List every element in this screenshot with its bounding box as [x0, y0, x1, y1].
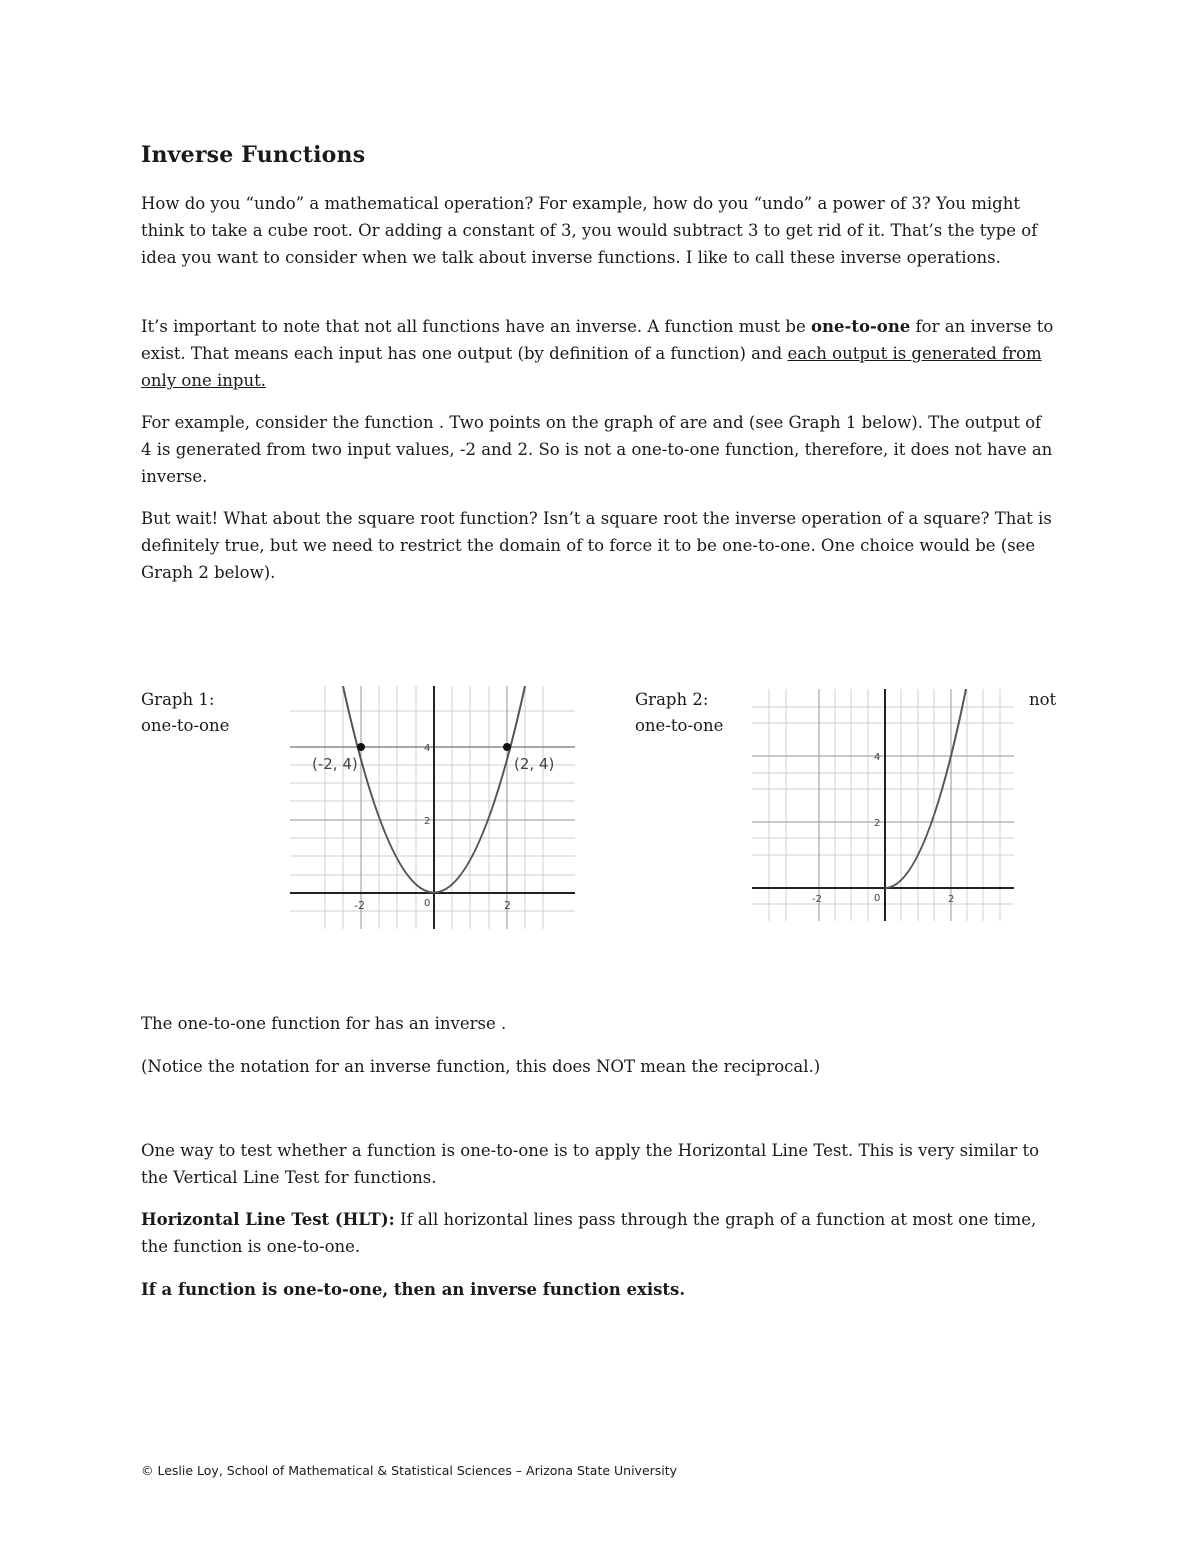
one-to-one-text-before: It’s important to note that not all functions have an inverse. A function must be — [141, 317, 811, 336]
graph2-tick-x-neg: -2 — [812, 894, 822, 905]
one-to-one-underlined: each output is generated from only one input. — [141, 344, 1042, 390]
graph2-minor-grid — [752, 689, 1014, 921]
hlt-definition — [141, 1206, 1056, 1260]
square-root-paragraph: But wait! What about the square root function? Isn’t a square root the inverse operation of a square? That is definitely true, but we need to restrict the domain of to force it to be one-to-one. One choice would be (see Graph 2 below). — [141, 509, 1052, 582]
graph1-tick-y-4: 4 — [424, 743, 431, 754]
graph2-tick-zero: 0 — [874, 893, 881, 904]
page-footer: © Leslie Loy, School of Mathematical & Statistical Sciences – Arizona State University — [141, 1463, 678, 1478]
graph1-label — [141, 687, 229, 739]
inverse-statement: The one-to-one function for has an inverse . — [141, 1014, 507, 1033]
inverse-exists-statement: If a function is one-to-one, then an inverse function exists. — [141, 1280, 686, 1299]
notation-note: (Notice the notation for an inverse function, this does NOT mean the reciprocal.) — [141, 1057, 821, 1076]
one-to-one-paragraph — [141, 313, 1056, 394]
graph1-point-right-label: (2, 4) — [514, 755, 555, 773]
graph1-chart — [290, 686, 575, 929]
graph2-tick-x-pos: 2 — [948, 894, 955, 905]
graph1-tick-x-neg: -2 — [354, 899, 365, 912]
graph1-point-left — [357, 743, 365, 751]
one-to-one-term: one-to-one — [810, 317, 911, 336]
graph1-tick-y-2: 2 — [424, 816, 431, 827]
graph2-not-label: not — [1029, 690, 1057, 709]
graph2-chart — [752, 689, 1014, 921]
graph2-tick-y-4: 4 — [874, 752, 881, 763]
intro-paragraph: How do you “undo” a mathematical operation? For example, how do you “undo” a power of 3? You might think to take a cube root. Or adding a constant of 3, you would subtract 3 to get rid of it. That’s the type of idea you want to consider when we talk about inverse functions. I like to call these inverse operations. — [141, 194, 1038, 267]
hlt-intro-paragraph: One way to test whether a function is one-to-one is to apply the Horizontal Line Test. This is very similar to the Vertical Line Test for functions. — [141, 1141, 1040, 1187]
graph2-tick-y-2: 2 — [874, 818, 881, 829]
graph2-major-grid — [752, 689, 1014, 921]
hlt-definition-text: If all horizontal lines pass through the graph of a function at most one time, the function is one-to-one. — [141, 1210, 1037, 1256]
hlt-term: Horizontal Line Test (HLT): — [141, 1210, 395, 1229]
example-paragraph: For example, consider the function . Two points on the graph of are and (see Graph 1 below). The output of 4 is generated from two input values, -2 and 2. So is not a one-to-one function, therefore, it does not have an inverse. — [141, 413, 1053, 486]
one-to-one-text-middle: for an inverse to exist. That means each input has one output (by definition of a function) and — [141, 317, 1054, 363]
graph1-point-right — [503, 743, 511, 751]
graph1-label-line1: Graph 1: — [141, 690, 215, 709]
graph1-tick-zero: 0 — [424, 898, 431, 909]
graph1-point-left-label: (-2, 4) — [312, 755, 358, 773]
graph2-label-line1: Graph 2: — [635, 690, 709, 709]
page-title: Inverse Functions — [141, 142, 366, 168]
graph2-label — [635, 687, 723, 739]
graph2-label-line2: one-to-one — [635, 716, 724, 735]
graph1-tick-x-pos: 2 — [504, 899, 511, 912]
graph1-label-line2: one-to-one — [141, 716, 230, 735]
